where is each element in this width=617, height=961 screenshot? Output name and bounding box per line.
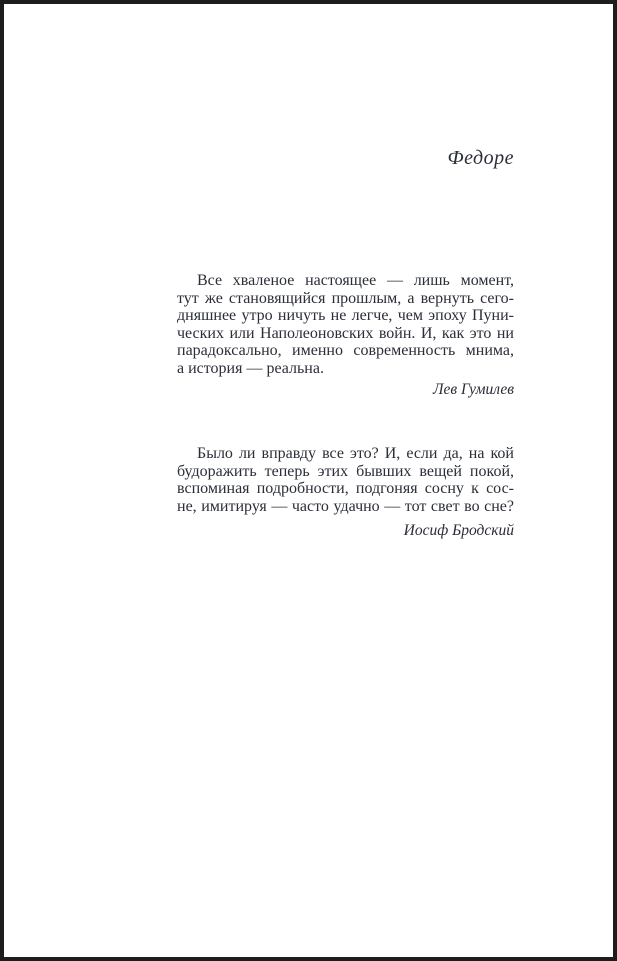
epigraph-line: ческих или Наполеоновских войн. И, как это ни [177,324,514,342]
epigraph-line: Все хваленое настоящее — лишь момент, [197,272,514,289]
epigraph-attribution-brodsky: Иосиф Бродский [403,521,514,539]
epigraph-line: дняшнее утро ничуть не легче, чем эпоху Пуни- [177,307,514,325]
epigraph-line: тут же становящийся прошлым, а вернуть сего- [177,289,514,307]
epigraph-line: а история — реальна. [177,359,324,377]
epigraph-brodsky [177,445,514,515]
epigraph-line: вспоминая подробности, подгоняя сосну к сос- [177,480,514,498]
epigraph-line: не, имитируя — часто удачно — тот свет во сне? [177,497,514,515]
epigraph-line: будоражить теперь этих бывших вещей покой, [177,462,514,480]
page-content [177,4,514,539]
dedication: Федоре [447,147,514,169]
epigraph-gumilev [177,272,514,378]
epigraph-attribution-gumilev: Лев Гумилев [432,380,514,398]
epigraph-line: парадоксально, именно современность мнима, [177,342,514,360]
epigraph-line: Было ли вправду все это? И, если да, на кой [197,445,514,463]
